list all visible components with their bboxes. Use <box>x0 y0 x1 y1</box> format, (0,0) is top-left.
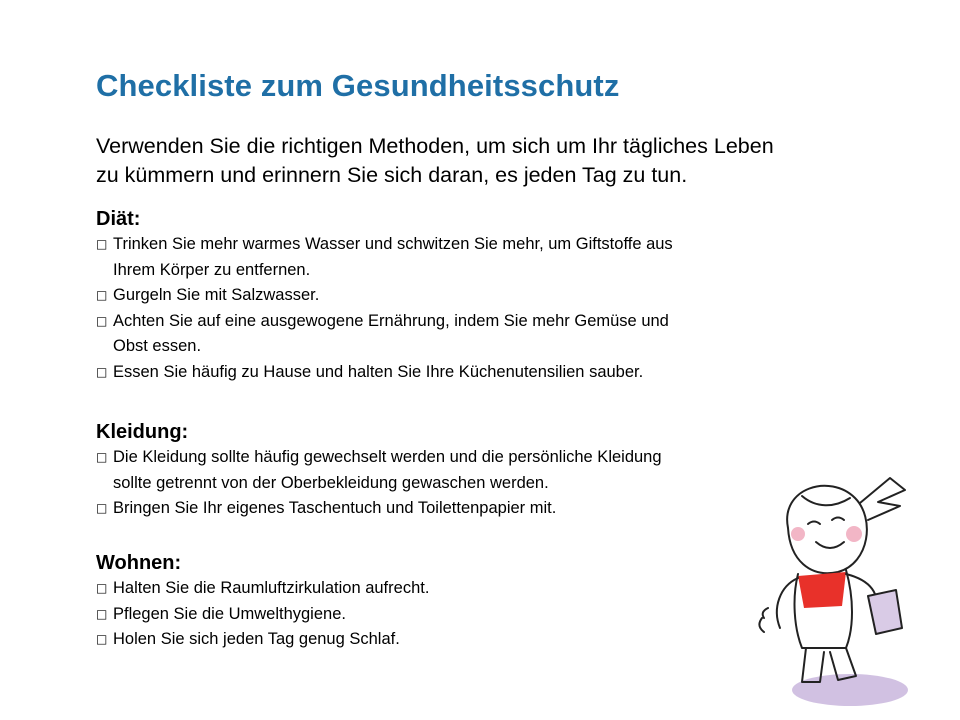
item-text: Gurgeln Sie mit Salzwasser. <box>113 286 320 304</box>
section-heading-living: Wohnen: <box>96 552 182 574</box>
item-text: sollte getrennt von der Oberbekleidung gewaschen werden. <box>113 473 549 492</box>
section-diet <box>96 206 856 385</box>
left-leg <box>802 648 824 682</box>
checklist-item <box>96 232 856 283</box>
item-text: Pflegen Sie die Umwelthygiene. <box>113 604 346 623</box>
checkbox-icon: □ <box>96 501 108 515</box>
checklist-item <box>96 627 856 653</box>
item-text: Essen Sie häufig zu Hause und halten Sie Ihre Küchenutensilien sauber. <box>113 362 644 381</box>
bag <box>868 590 902 634</box>
section-heading-clothing: Kleidung: <box>96 421 189 443</box>
right-cheek <box>846 526 862 542</box>
checkbox-icon: □ <box>96 288 108 302</box>
intro-line: zu kümmern und erinnern Sie sich daran, es jeden Tag zu tun. <box>96 163 688 187</box>
item-text: Achten Sie auf eine ausgewogene Ernährung, indem Sie mehr Gemüse und <box>113 311 669 330</box>
checkbox-icon: □ <box>96 450 108 464</box>
checkbox-icon: □ <box>96 237 108 251</box>
section-clothing <box>96 419 856 522</box>
checklist-living <box>96 576 856 653</box>
left-cheek <box>791 527 805 541</box>
section-heading-diet: Diät: <box>96 208 141 230</box>
intro-line: Verwenden Sie die richtigen Methoden, um sich um Ihr tägliches Leben <box>96 134 774 158</box>
checklist-diet <box>96 232 856 385</box>
checklist-item <box>96 360 856 386</box>
cartoon-child-illustration <box>750 468 920 708</box>
checkbox-icon: □ <box>96 632 108 646</box>
item-text: Die Kleidung sollte häufig gewechselt werden und die persönliche Kleidung <box>113 448 662 466</box>
item-text: Trinken Sie mehr warmes Wasser und schwitzen Sie mehr, um Giftstoffe aus <box>113 235 673 253</box>
checkbox-icon: □ <box>96 313 108 328</box>
item-text: Holen Sie sich jeden Tag genug Schlaf. <box>113 630 400 648</box>
checkbox-icon: □ <box>96 581 108 595</box>
item-text: Ihrem Körper zu entfernen. <box>113 260 311 279</box>
checklist-item <box>96 576 856 602</box>
page-title: Checkliste zum Gesundheitsschutz <box>96 68 620 103</box>
ground-shadow <box>792 674 908 706</box>
section-living <box>96 550 856 653</box>
checklist-item <box>96 445 856 496</box>
item-text: Obst essen. <box>113 337 202 355</box>
checklist-item <box>96 496 856 522</box>
checklist-clothing <box>96 445 856 522</box>
item-text: Bringen Sie Ihr eigenes Taschentuch und Toilettenpapier mit. <box>113 499 557 517</box>
checklist-item <box>96 602 856 628</box>
checklist-item <box>96 283 856 309</box>
motion-lines <box>759 608 768 632</box>
item-text: Halten Sie die Raumluftzirkulation aufrecht. <box>113 579 430 597</box>
checkbox-icon: □ <box>96 606 108 621</box>
checklist-item <box>96 309 856 360</box>
checkbox-icon: □ <box>96 364 108 379</box>
intro-text <box>96 132 886 190</box>
red-shirt <box>798 572 846 608</box>
